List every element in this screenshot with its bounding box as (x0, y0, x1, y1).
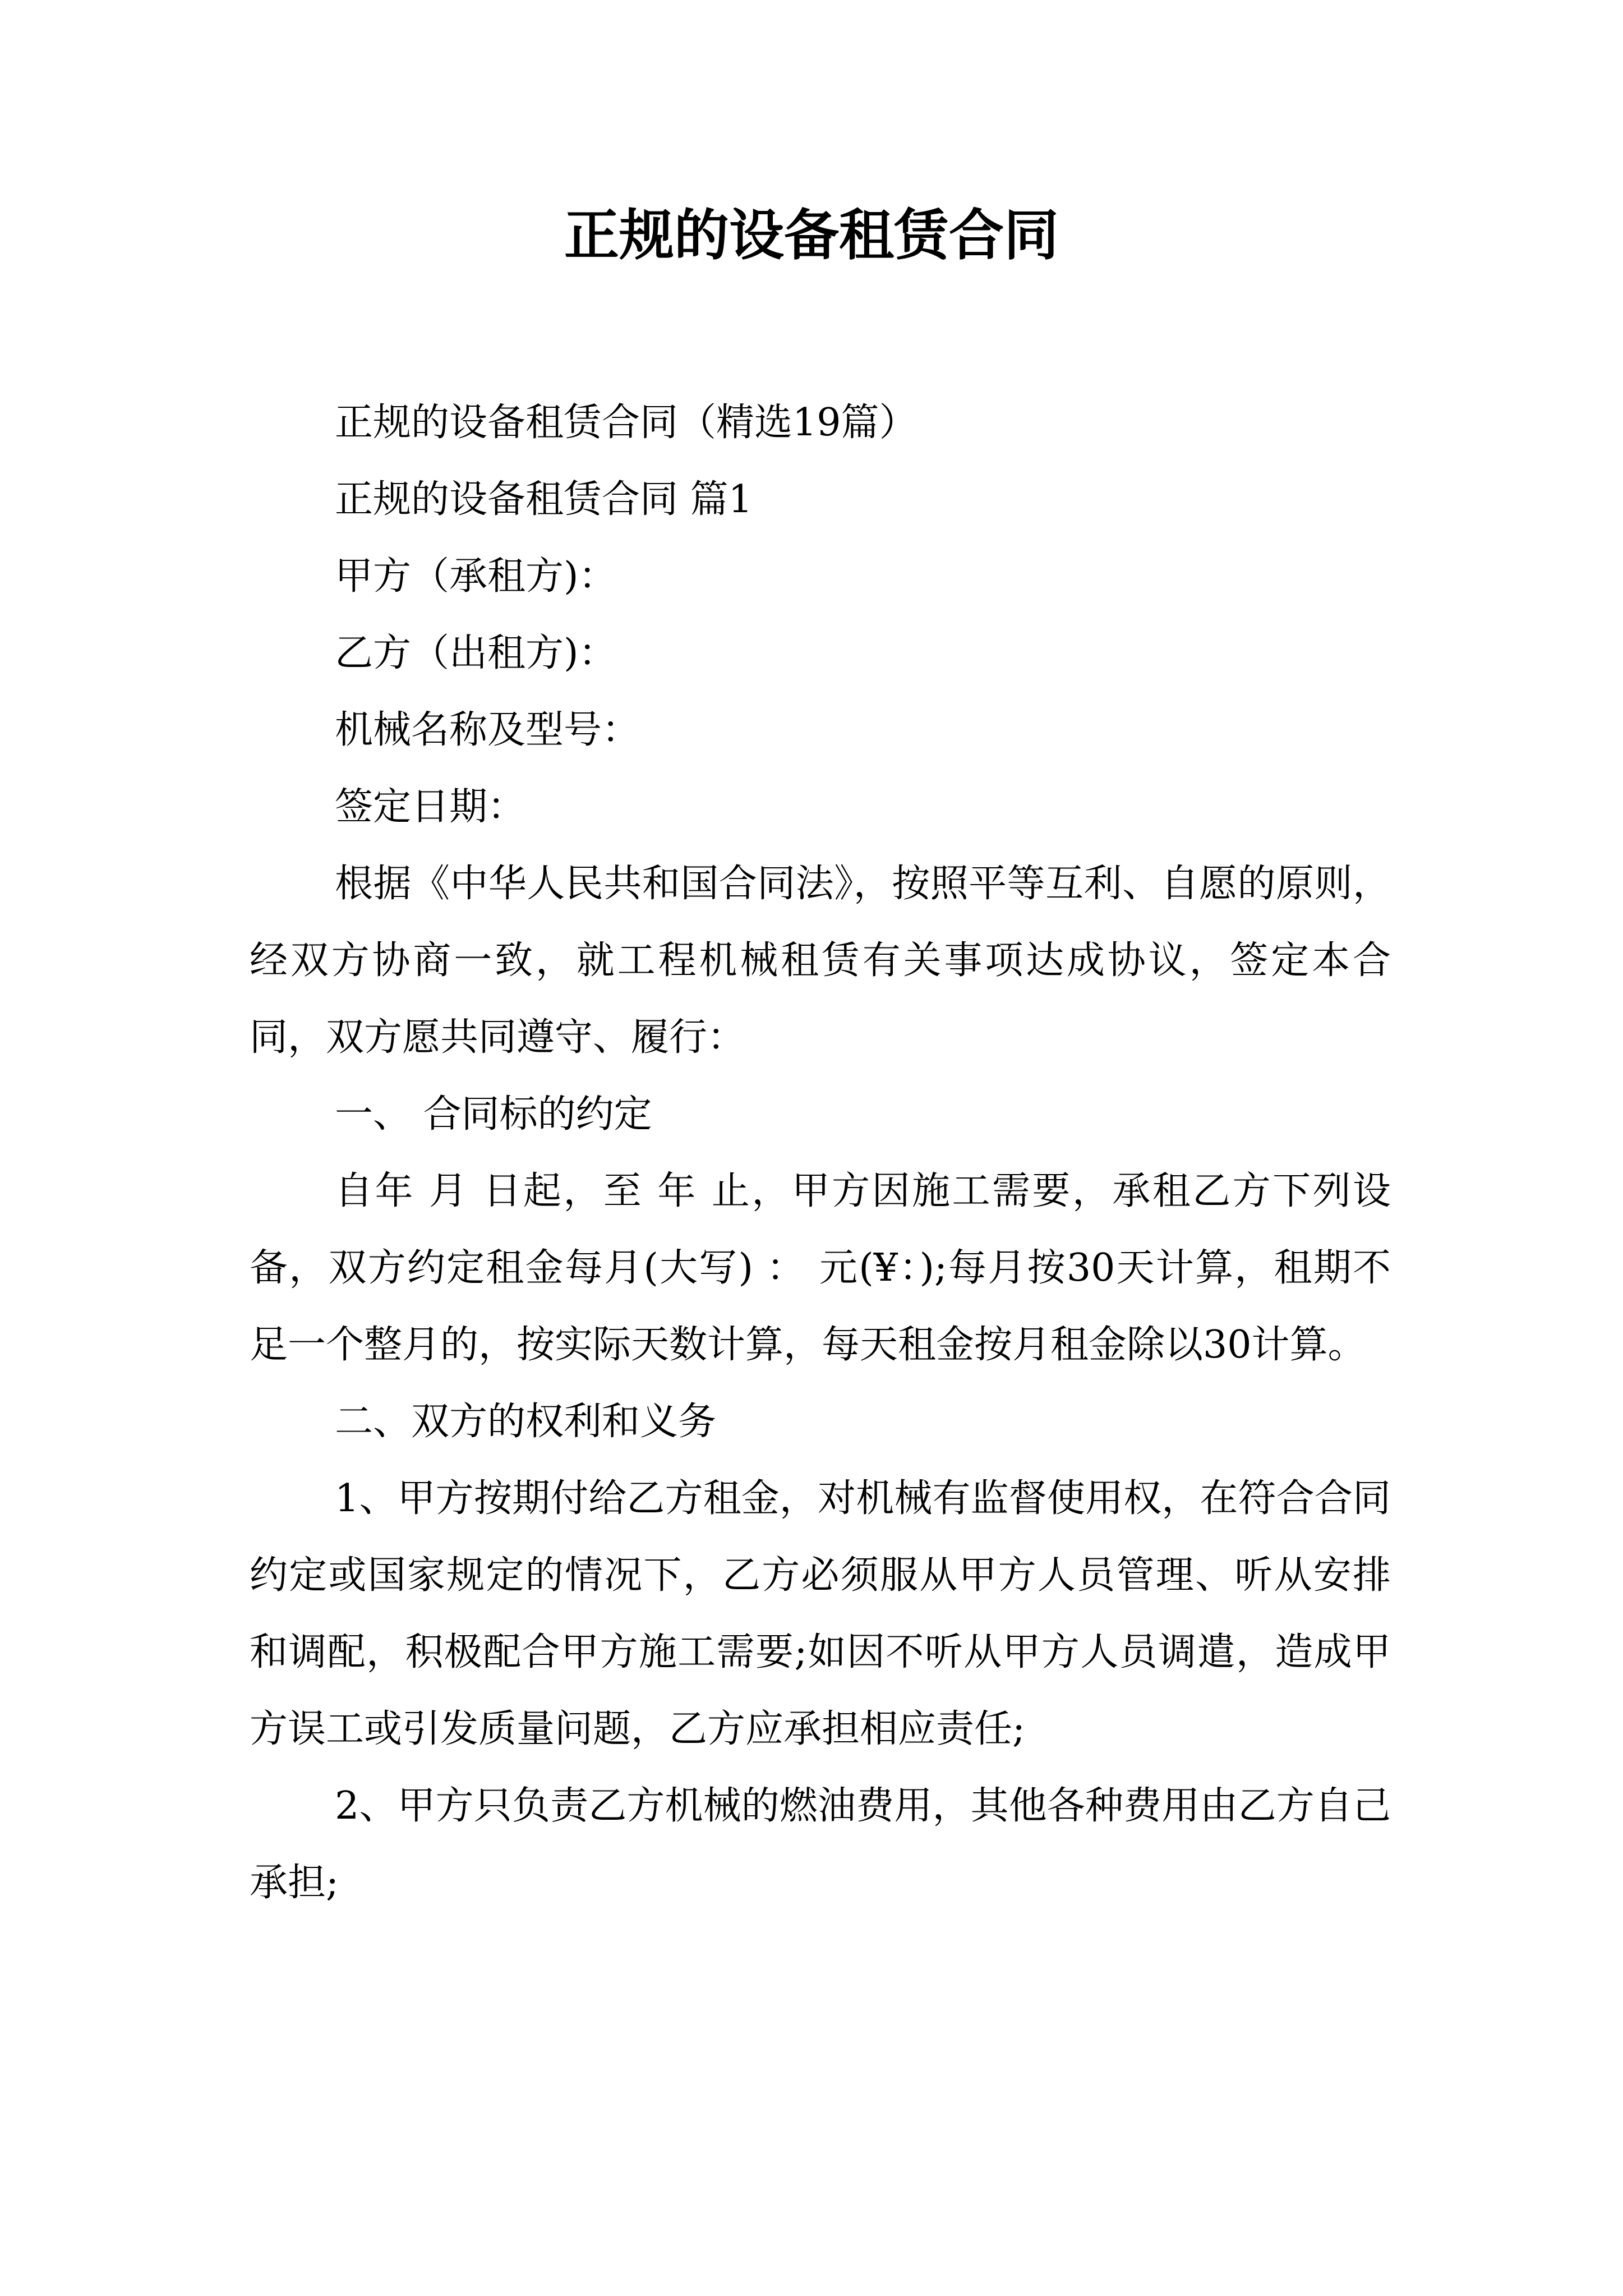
document-title: 正规的设备租赁合同 (564, 204, 1059, 268)
paragraph-section-heading: 正规的设备租赁合同 篇1 (335, 477, 753, 522)
paragraph-subtitle: 正规的设备租赁合同（精选19篇） (335, 401, 917, 445)
paragraph-clause-2-item-2: 2、甲方只负责乙方机械的燃油费用，其他各种费用由乙方自己承担; (250, 1784, 1391, 1905)
paragraph-sign-date: 签定日期： (335, 785, 526, 829)
paragraph-party-a: 甲方（承租方)： (335, 554, 617, 599)
paragraph-party-b: 乙方（出租方)： (335, 631, 617, 675)
paragraph-clause-2-heading: 二、双方的权利和义务 (335, 1400, 717, 1444)
paragraph-clause-1-body: 自年 月 日起，至 年 止，甲方因施工需要，承租乙方下列设备，双方约定租金每月(大写) ： 元(¥：);每月按30天计算，租期不足一个整月的，按实际天数计算，每天租金按月租金除以30计算。 (250, 1169, 1391, 1367)
paragraph-preamble: 根据《中华人民共和国合同法》，按照平等互利、自愿的原则，经双方协商一致，就工程机械租赁有关事项达成协议，签定本合同，双方愿共同遵守、履行： (250, 862, 1391, 1060)
paragraph-machine-name: 机械名称及型号： (335, 708, 640, 752)
paragraph-clause-1-heading: 一、 合同标的约定 (335, 1092, 652, 1137)
document-body (250, 384, 1391, 1921)
paragraph-clause-2-item-1: 1、甲方按期付给乙方租金，对机械有监督使用权，在符合合同约定或国家规定的情况下，乙方必须服从甲方人员管理、听从安排和调配，积极配合甲方施工需要;如因不听从甲方人员调遣，造成甲方误工或引发质量问题，乙方应承担相应责任; (250, 1476, 1391, 1751)
